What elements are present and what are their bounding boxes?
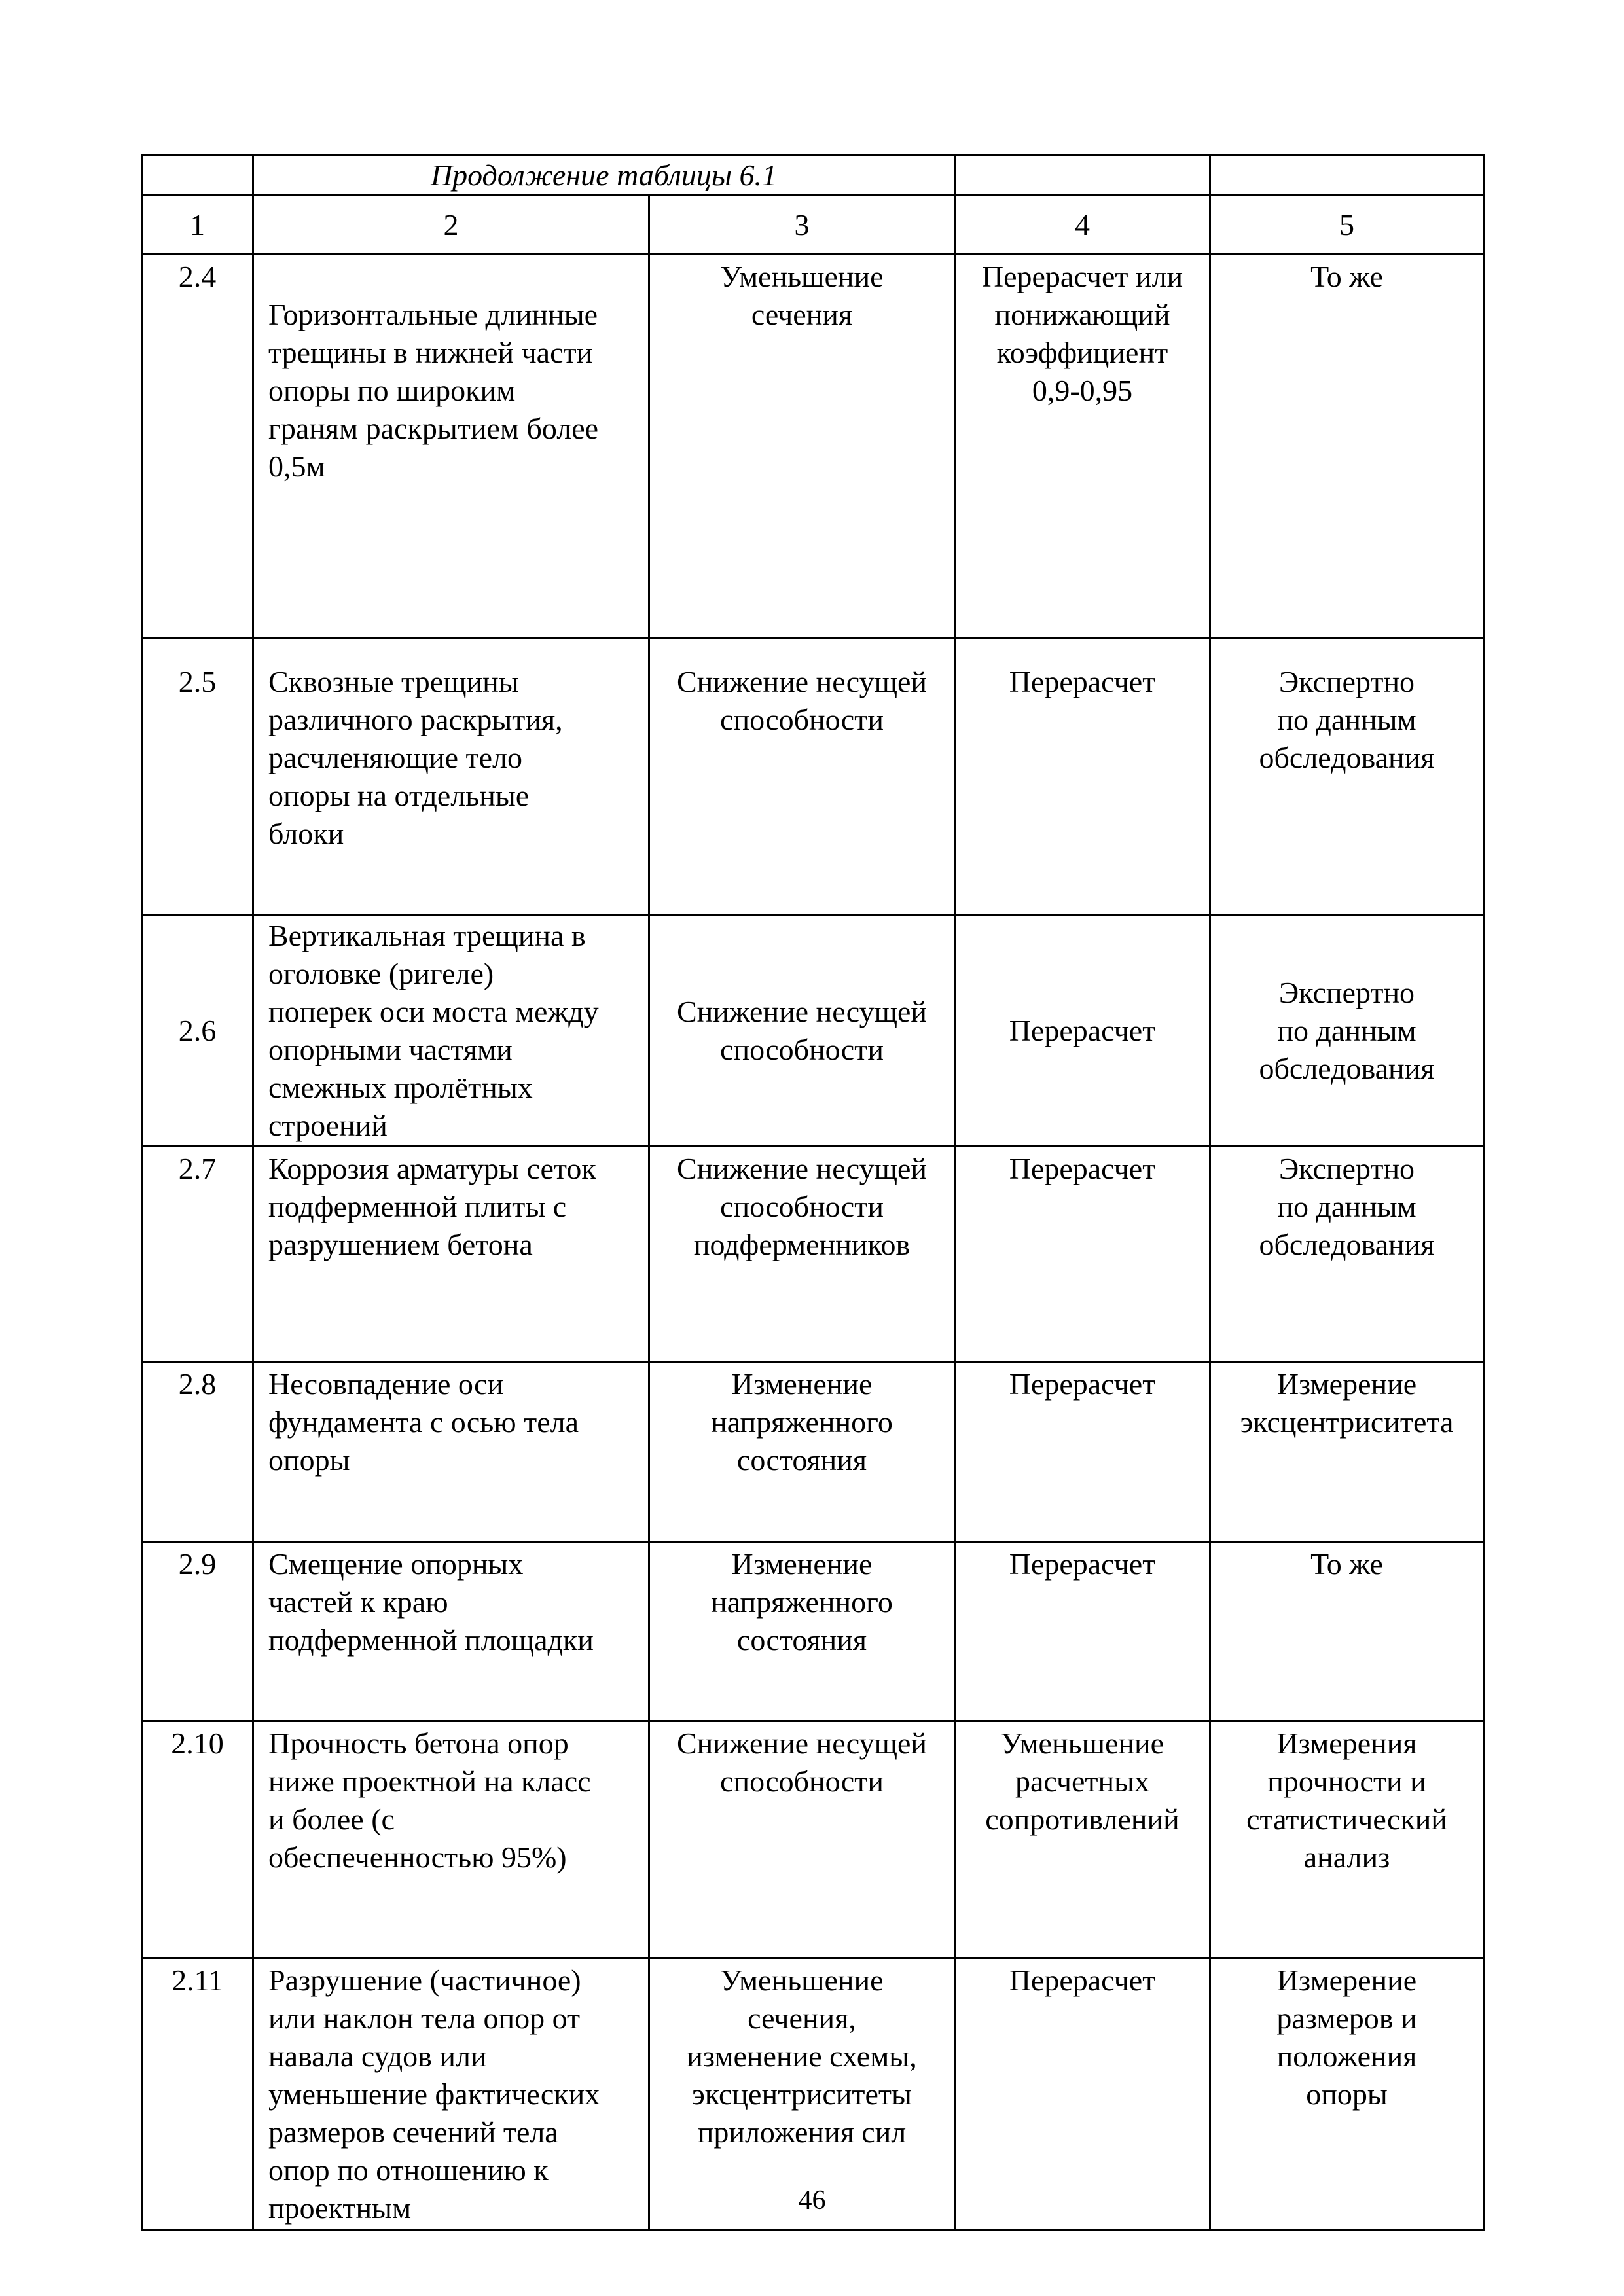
table-continuation-row [142,156,1484,196]
method-text: Перерасчет [955,1542,1210,1721]
row-id: 2.4 [142,255,253,639]
table-row [142,1147,1484,1362]
consequence-text: Снижение несущей способности [649,639,955,916]
page-number: 46 [798,2185,826,2215]
method-text: Уменьшение расчетных сопротивлений [955,1721,1210,1958]
basis-text: Экспертно по данным обследования [1210,916,1484,1147]
table-row [142,1542,1484,1721]
consequence-text: Изменение напряженного состояния [649,1542,955,1721]
defect-description: Вертикальная трещина в оголовке (ригеле) поперек оси моста между опорными частями смежных пролётных строений [253,916,649,1147]
defect-description: Сквозные трещины различного раскрытия, расчленяющие тело опоры на отдельные блоки [253,639,649,916]
table-row [142,639,1484,916]
basis-text: Измерения прочности и статистический анализ [1210,1721,1484,1958]
column-number: 1 [142,196,253,255]
table-row [142,1362,1484,1542]
method-text: Перерасчет [955,639,1210,916]
defect-description: Смещение опорных частей к краю подферменной площадки [253,1542,649,1721]
consequence-text: Уменьшение сечения, изменение схемы, эксцентриситеты приложения сил [649,1958,955,2230]
consequence-text: Снижение несущей способности подферменников [649,1147,955,1362]
defects-table [141,154,1485,2231]
basis-text: То же [1210,255,1484,639]
row-id: 2.8 [142,1362,253,1542]
table-row [142,1721,1484,1958]
basis-text: Измерение эксцентриситета [1210,1362,1484,1542]
basis-text: Экспертно по данным обследования [1210,639,1484,916]
method-text: Перерасчет [955,916,1210,1147]
continuation-empty-cell [1210,156,1484,196]
method-text: Перерасчет [955,1958,1210,2230]
continuation-empty-cell [142,156,253,196]
consequence-text: Снижение несущей способности [649,1721,955,1958]
table-caption: Продолжение таблицы 6.1 [253,156,955,196]
defect-description: Коррозия арматуры сеток подферменной плиты с разрушением бетона [253,1147,649,1362]
row-id: 2.7 [142,1147,253,1362]
column-number-row [142,196,1484,255]
consequence-text: Снижение несущей способности [649,916,955,1147]
defect-description: Несовпадение оси фундамента с осью тела опоры [253,1362,649,1542]
defect-description: Прочность бетона опор ниже проектной на класс и более (с обеспеченностью 95%) [253,1721,649,1958]
row-id: 2.5 [142,639,253,916]
consequence-text: Уменьшение сечения [649,255,955,639]
defect-description: Разрушение (частичное) или наклон тела опор от навала судов или уменьшение фактических размеров сечений тела опор по отношению к проектным [253,1958,649,2230]
row-id: 2.10 [142,1721,253,1958]
basis-text: Измерение размеров и положения опоры [1210,1958,1484,2230]
defect-description: Горизонтальные длинные трещины в нижней части опоры по широким граням раскрытием более 0,5м [253,255,649,639]
row-id: 2.9 [142,1542,253,1721]
table-row [142,916,1484,1147]
row-id: 2.11 [142,1958,253,2230]
row-id: 2.6 [142,916,253,1147]
method-text: Перерасчет [955,1147,1210,1362]
column-number: 4 [955,196,1210,255]
consequence-text: Изменение напряженного состояния [649,1362,955,1542]
table-row [142,255,1484,639]
method-text: Перерасчет [955,1362,1210,1542]
column-number: 5 [1210,196,1484,255]
continuation-empty-cell [955,156,1210,196]
basis-text: Экспертно по данным обследования [1210,1147,1484,1362]
column-number: 2 [253,196,649,255]
method-text: Перерасчет или понижающий коэффициент 0,9-0,95 [955,255,1210,639]
basis-text: То же [1210,1542,1484,1721]
column-number: 3 [649,196,955,255]
